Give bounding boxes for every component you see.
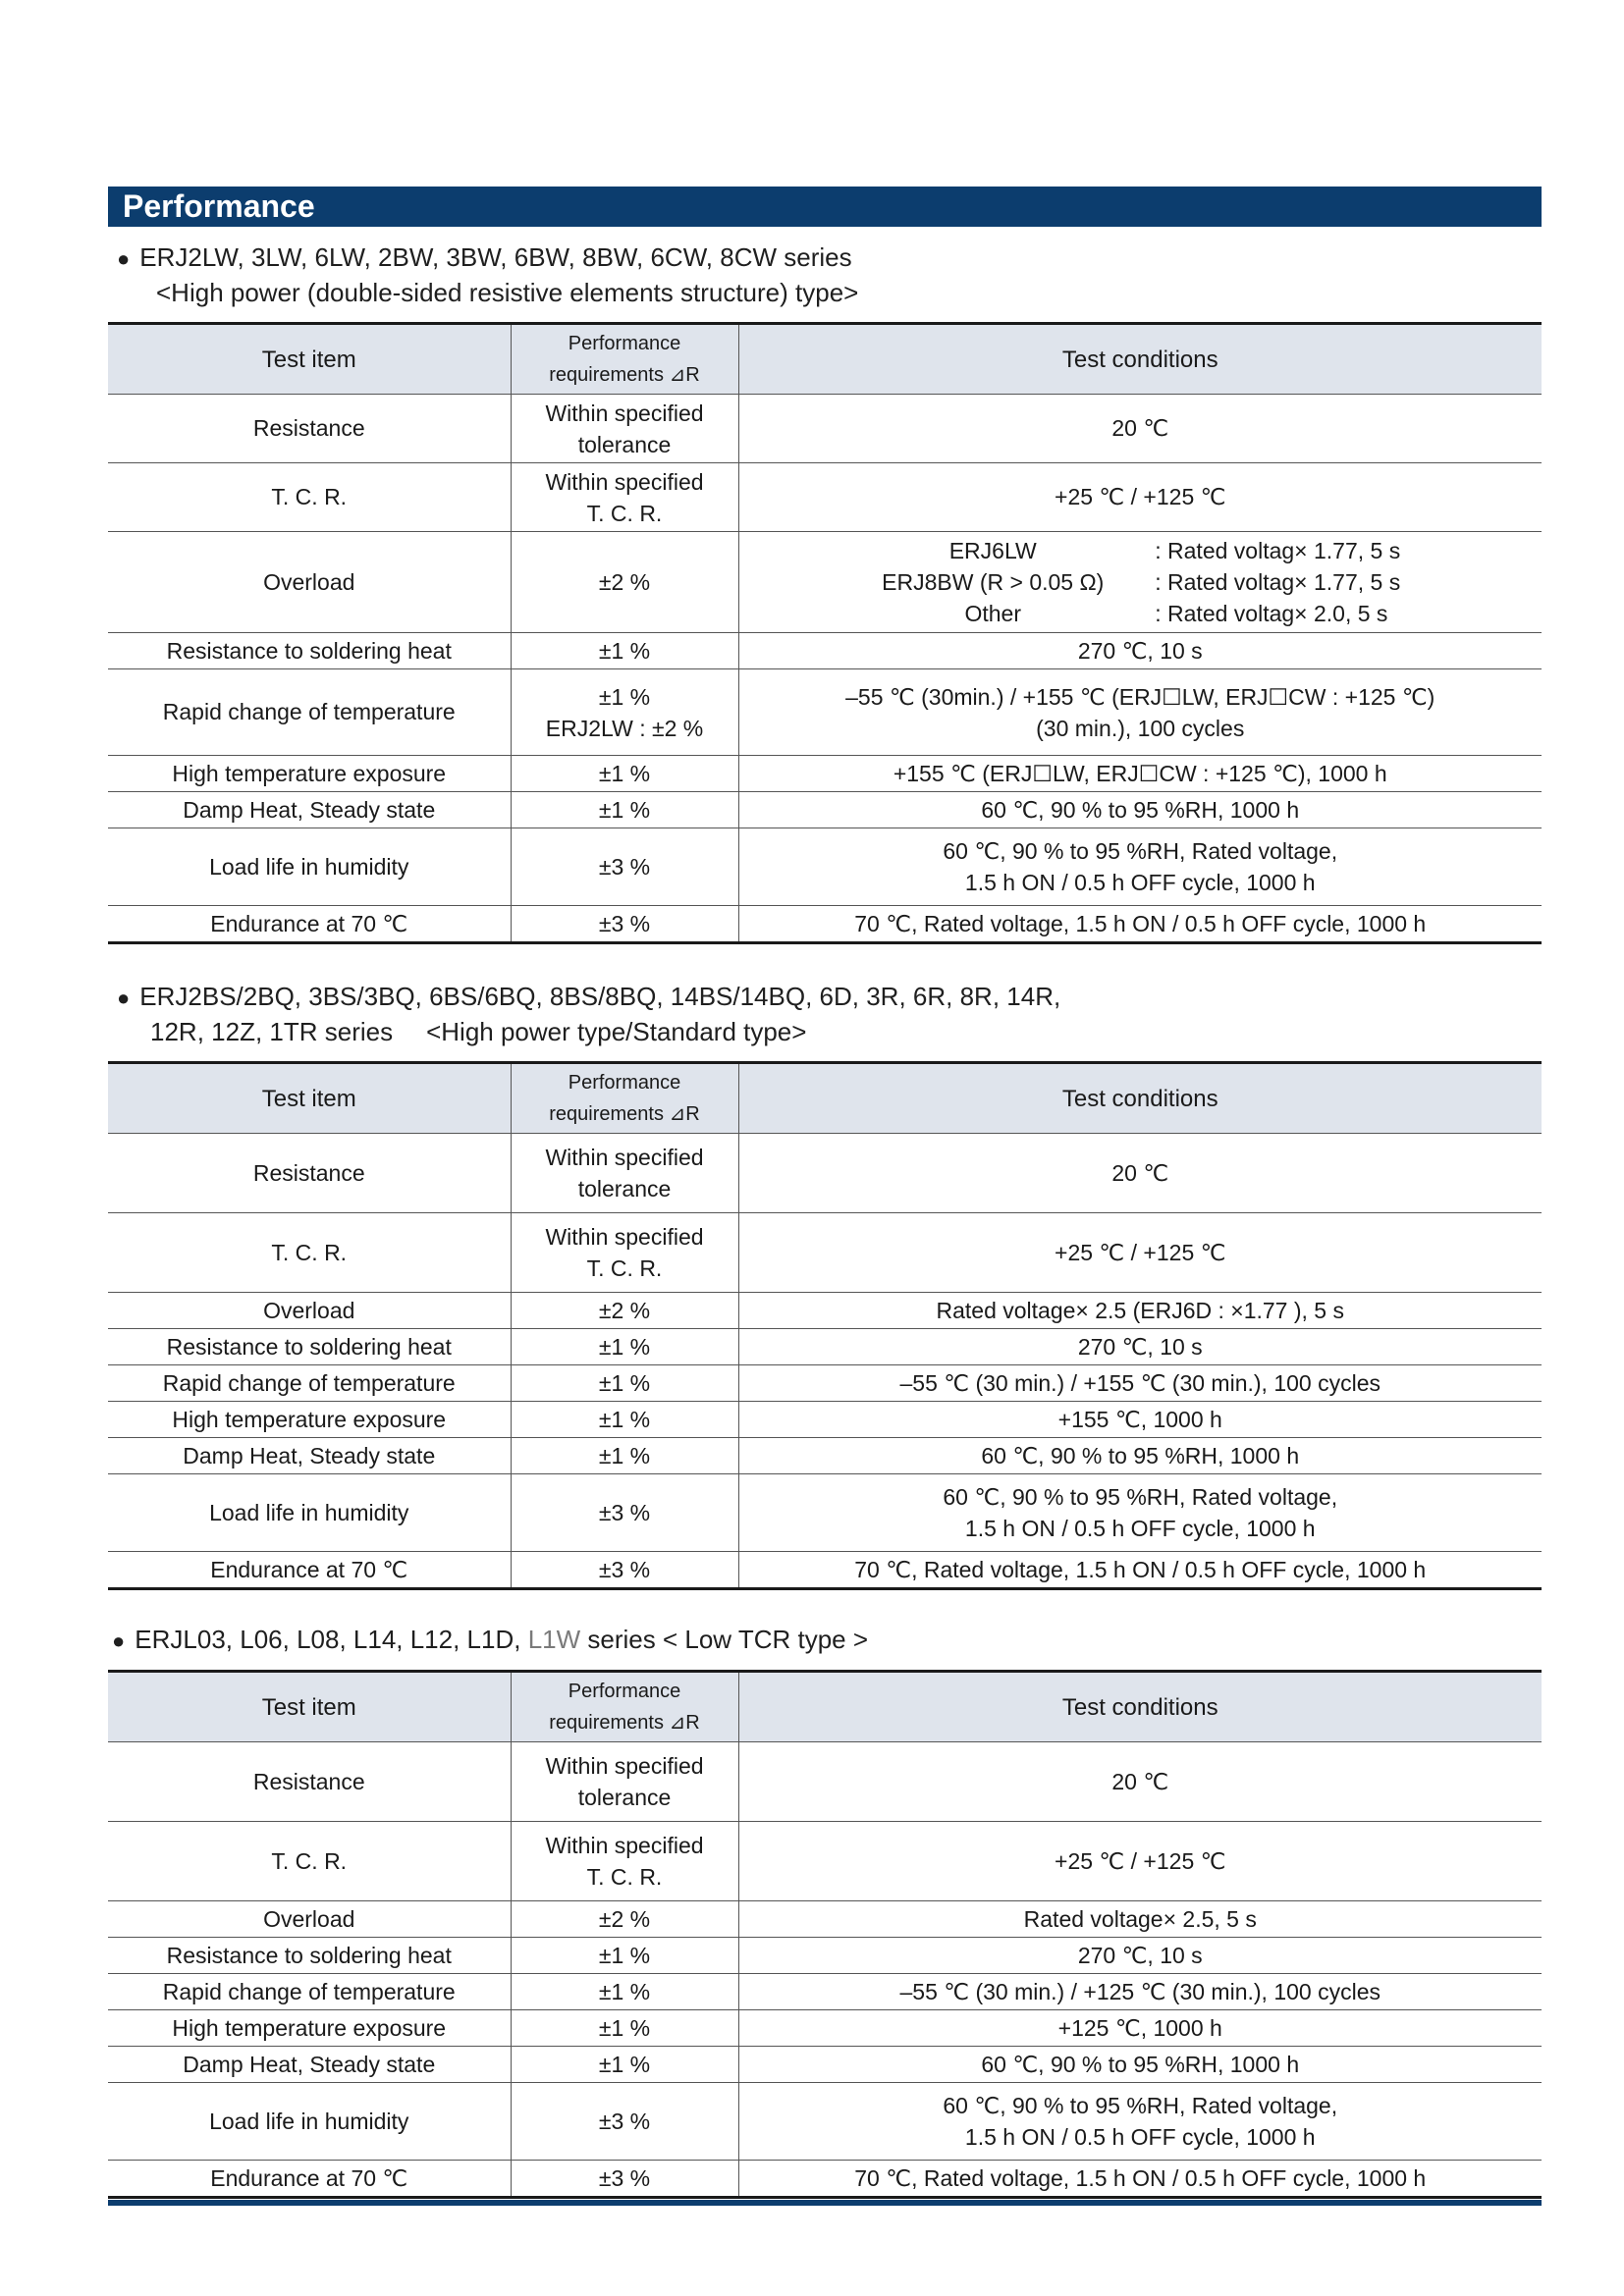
table-row: Overload ±2 % Rated voltage× 2.5 (ERJ6D : ×1.77 ), 5 s — [108, 1293, 1542, 1329]
header-performance: Performance requirements ⊿R — [511, 324, 738, 395]
table-row: High temperature exposure ±1 % +125 ℃, 1000 h — [108, 2010, 1542, 2047]
bullet-icon: ● — [117, 246, 131, 271]
header-test-item: Test item — [108, 324, 511, 395]
table-row: Load life in humidity ±3 % 60 ℃, 90 % to 95 %RH, Rated voltage, 1.5 h ON / 0.5 h OFF cycle, 1000 h — [108, 2083, 1542, 2161]
table-row: High temperature exposure ±1 % +155 ℃ (ERJ☐LW, ERJ☐CW : +125 ℃), 1000 h — [108, 756, 1542, 792]
section3-table — [108, 1670, 1542, 2199]
table-row: T. C. R. Within specified T. C. R. +25 ℃ / +125 ℃ — [108, 1213, 1542, 1293]
table-row: Resistance to soldering heat ±1 % 270 ℃, 10 s — [108, 633, 1542, 669]
table-row: Rapid change of temperature ±1 % ERJ2LW : ±2 % –55 ℃ (30min.) / +155 ℃ (ERJ☐LW, ERJ☐CW : +125 ℃) (30 min.), 100 cycles — [108, 669, 1542, 756]
section2-heading — [108, 980, 1542, 1049]
table-row: Resistance Within specified tolerance 20 ℃ — [108, 1742, 1542, 1822]
header-conditions: Test conditions — [738, 1063, 1542, 1134]
overload-conditions: ERJ6LW : Rated voltag× 1.77, 5 s ERJ8BW (R > 0.05 Ω) : Rated voltag× 1.77, 5 s Other : Rated voltag× 2.0, 5 s — [738, 532, 1542, 633]
section2-title-line2b: <High power type/Standard type> — [426, 1017, 807, 1046]
table-row: T. C. R. Within specified T. C. R. +25 ℃ / +125 ℃ — [108, 1822, 1542, 1901]
section3-title-a: ERJL03, L06, L08, L14, L12, L1D, — [135, 1625, 528, 1654]
bullet-icon: ● — [112, 1629, 126, 1653]
table-row: T. C. R. Within specified T. C. R. +25 ℃ / +125 ℃ — [108, 463, 1542, 532]
table-row: Resistance Within specified tolerance 20 ℃ — [108, 1134, 1542, 1213]
section1-table — [108, 322, 1542, 944]
section3-heading — [108, 1623, 1542, 1658]
table-row: Rapid change of temperature ±1 % –55 ℃ (30 min.) / +155 ℃ (30 min.), 100 cycles — [108, 1365, 1542, 1402]
table-row: Endurance at 70 ℃ ±3 % 70 ℃, Rated voltage, 1.5 h ON / 0.5 h OFF cycle, 1000 h — [108, 2161, 1542, 2198]
table-header-row — [108, 324, 1542, 395]
table-row: High temperature exposure ±1 % +155 ℃, 1000 h — [108, 1402, 1542, 1438]
footer-rule — [108, 2200, 1542, 2206]
table-row: Endurance at 70 ℃ ±3 % 70 ℃, Rated voltage, 1.5 h ON / 0.5 h OFF cycle, 1000 h — [108, 906, 1542, 943]
table-row: Resistance to soldering heat ±1 % 270 ℃, 10 s — [108, 1329, 1542, 1365]
table-header-row — [108, 1672, 1542, 1742]
table-header-row — [108, 1063, 1542, 1134]
table-row: Damp Heat, Steady state ±1 % 60 ℃, 90 % to 95 %RH, 1000 h — [108, 1438, 1542, 1474]
section1-title-line2: <High power (double-sided resistive elements structure) type> — [156, 278, 859, 307]
section-banner: Performance — [108, 187, 1542, 227]
section3-title-b: series < Low TCR type > — [580, 1625, 869, 1654]
table-row: Damp Heat, Steady state ±1 % 60 ℃, 90 % to 95 %RH, 1000 h — [108, 2047, 1542, 2083]
section2-title-line1: ERJ2BS/2BQ, 3BS/3BQ, 6BS/6BQ, 8BS/8BQ, 14BS/14BQ, 6D, 3R, 6R, 8R, 14R, — [139, 982, 1061, 1011]
bullet-icon: ● — [117, 986, 131, 1010]
table-row: Load life in humidity ±3 % 60 ℃, 90 % to 95 %RH, Rated voltage, 1.5 h ON / 0.5 h OFF cycle, 1000 h — [108, 1474, 1542, 1552]
section1-heading — [108, 240, 1542, 310]
section1-title-line1: ERJ2LW, 3LW, 6LW, 2BW, 3BW, 6BW, 8BW, 6CW, 8CW series — [139, 242, 852, 272]
header-conditions: Test conditions — [738, 1672, 1542, 1742]
header-conditions: Test conditions — [738, 324, 1542, 395]
table-row: Overload ±2 % Rated voltage× 2.5, 5 s — [108, 1901, 1542, 1938]
header-test-item: Test item — [108, 1063, 511, 1134]
performance-page — [108, 187, 1542, 2199]
header-performance: Performance requirements ⊿R — [511, 1063, 738, 1134]
section2-table — [108, 1061, 1542, 1590]
table-row: Resistance Within specified tolerance 20 ℃ — [108, 395, 1542, 463]
section2-title-line2a: 12R, 12Z, 1TR series — [150, 1017, 394, 1046]
table-row: Overload ±2 % ERJ6LW : Rated voltag× 1.77, 5 s ERJ8BW (R > 0.05 Ω) : Rated voltag× 1.77, 5 s Other : Rated voltag× 2.0, 5 s — [108, 532, 1542, 633]
table-row: Resistance to soldering heat ±1 % 270 ℃, 10 s — [108, 1938, 1542, 1974]
table-row: Endurance at 70 ℃ ±3 % 70 ℃, Rated voltage, 1.5 h ON / 0.5 h OFF cycle, 1000 h — [108, 1552, 1542, 1589]
table-row: Load life in humidity ±3 % 60 ℃, 90 % to 95 %RH, Rated voltage, 1.5 h ON / 0.5 h OFF cycle, 1000 h — [108, 828, 1542, 906]
header-test-item: Test item — [108, 1672, 511, 1742]
table-row: Rapid change of temperature ±1 % –55 ℃ (30 min.) / +125 ℃ (30 min.), 100 cycles — [108, 1974, 1542, 2010]
header-performance: Performance requirements ⊿R — [511, 1672, 738, 1742]
section3-title-gray: L1W — [527, 1625, 581, 1654]
table-row: Damp Heat, Steady state ±1 % 60 ℃, 90 % to 95 %RH, 1000 h — [108, 792, 1542, 828]
